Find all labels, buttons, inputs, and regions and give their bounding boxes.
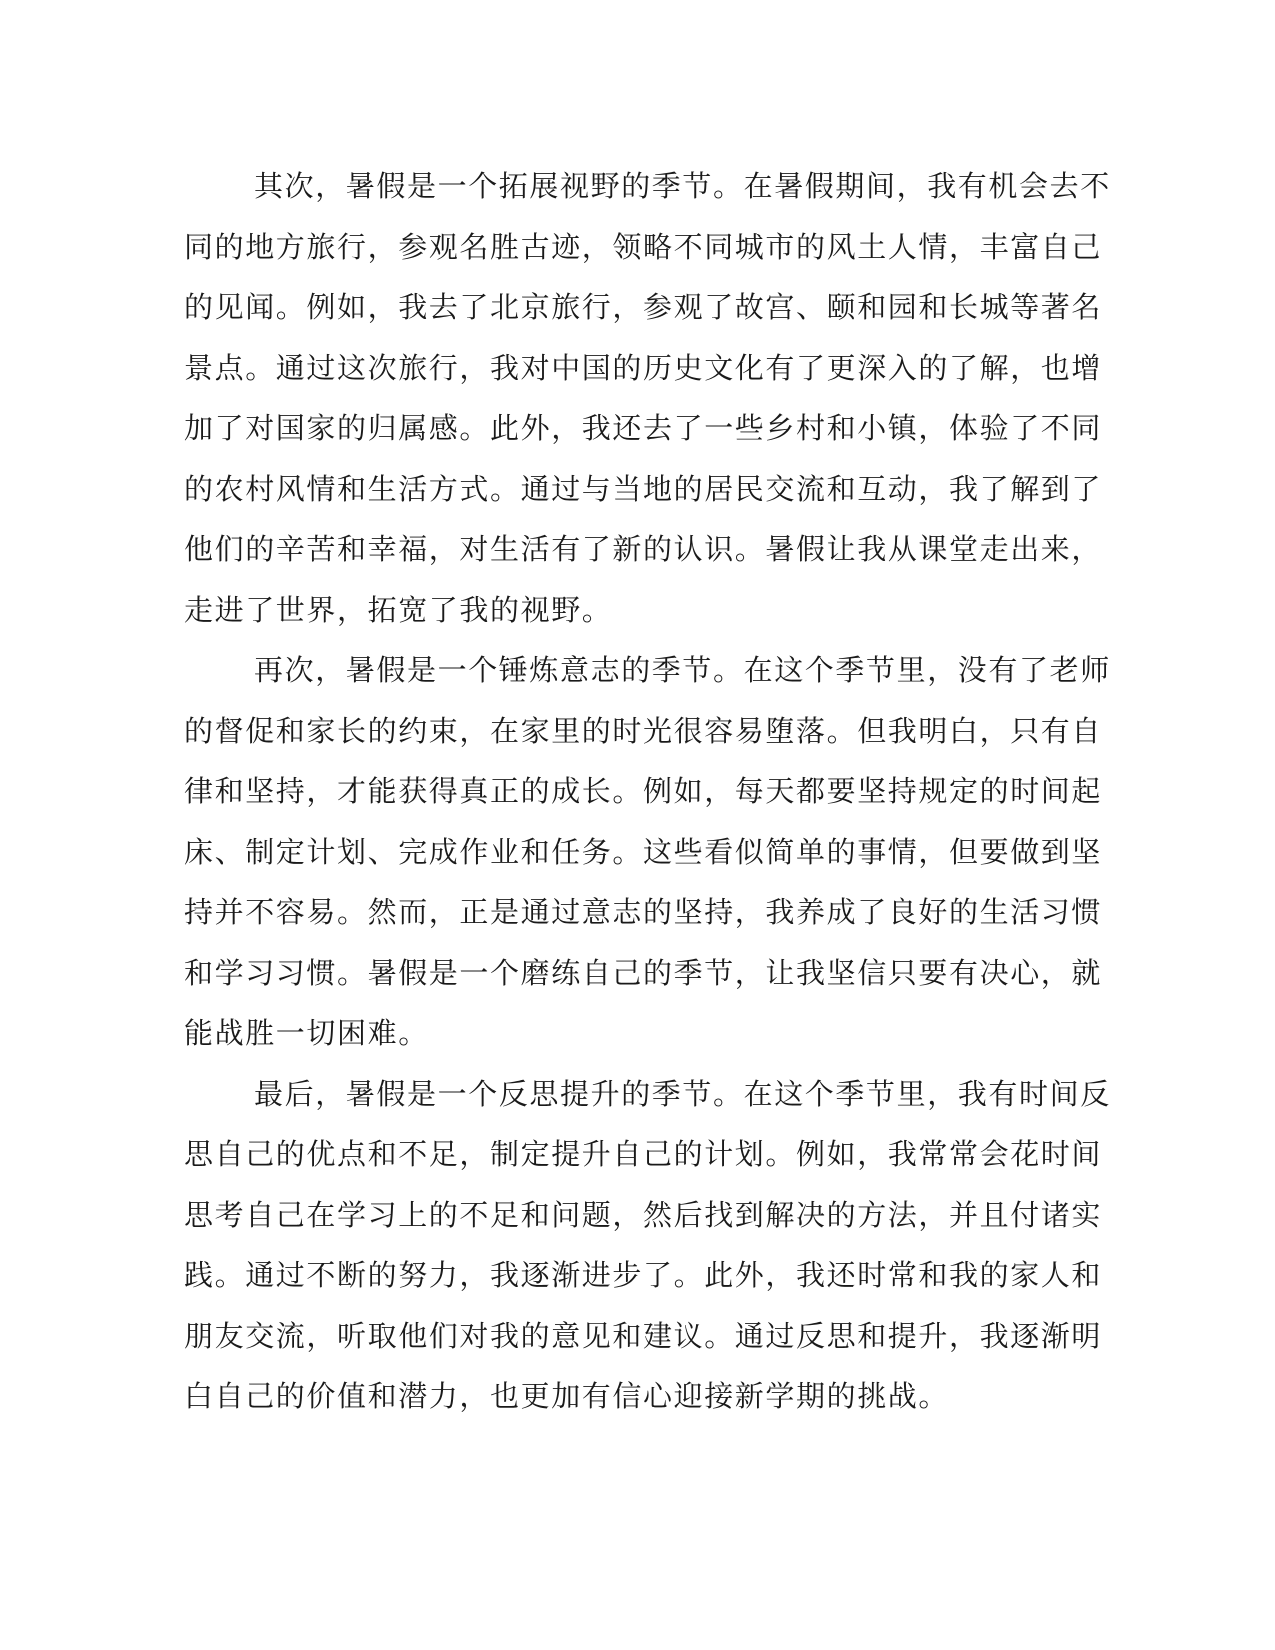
paragraph-temper-will [184, 640, 1111, 1064]
paragraph-line: 加了对国家的归属感。此外，我还去了一些乡村和小镇，体验了不同 [184, 411, 1103, 445]
paragraph-line: 律和坚持，才能获得真正的成长。例如，每天都要坚持规定的时间起 [184, 774, 1103, 808]
paragraph-line: 和学习习惯。暑假是一个磨练自己的季节，让我坚信只要有决心，就 [184, 955, 1103, 990]
paragraph-line: 思考自己在学习上的不足和问题，然后找到解决的方法，并且付诸实 [184, 1197, 1103, 1232]
paragraph-line: 朋友交流，听取他们对我的意见和建议。通过反思和提升，我逐渐明 [184, 1318, 1103, 1353]
paragraph-line: 最后，暑假是一个反思提升的季节。在这个季节里，我有时间反 [254, 1076, 1111, 1111]
paragraph-line: 他们的辛苦和幸福，对生活有了新的认识。暑假让我从课堂走出来， [184, 532, 1103, 566]
paragraph-line: 其次，暑假是一个拓展视野的季节。在暑假期间，我有机会去不 [254, 169, 1111, 203]
paragraph-line: 的见闻。例如，我去了北京旅行，参观了故宫、颐和园和长城等著名 [184, 290, 1103, 324]
paragraph-line: 再次，暑假是一个锤炼意志的季节。在这个季节里，没有了老师 [254, 653, 1111, 687]
paragraph-line: 床、制定计划、完成作业和任务。这些看似简单的事情，但要做到坚 [184, 834, 1103, 869]
paragraph-line: 践。通过不断的努力，我逐渐进步了。此外，我还时常和我的家人和 [184, 1258, 1103, 1292]
paragraph-line: 白自己的价值和潜力，也更加有信心迎接新学期的挑战。 [184, 1379, 950, 1413]
paragraph-line: 能战胜一切困难。 [184, 1016, 429, 1050]
paragraph-reflect-improve [184, 1064, 1111, 1427]
paragraph-broaden-horizons [184, 156, 1111, 640]
paragraph-line: 同的地方旅行，参观名胜古迹，领略不同城市的风土人情，丰富自己 [184, 229, 1103, 264]
paragraph-line: 思自己的优点和不足，制定提升自己的计划。例如，我常常会花时间 [184, 1137, 1103, 1171]
paragraph-line: 的农村风情和生活方式。通过与当地的居民交流和互动，我了解到了 [184, 471, 1103, 506]
paragraph-line: 走进了世界，拓宽了我的视野。 [184, 592, 613, 627]
paragraph-line: 持并不容易。然而，正是通过意志的坚持，我养成了良好的生活习惯 [184, 895, 1103, 929]
paragraph-line: 的督促和家长的约束，在家里的时光很容易堕落。但我明白，只有自 [184, 713, 1103, 748]
document-body [184, 156, 1111, 1427]
paragraph-line: 景点。通过这次旅行，我对中国的历史文化有了更深入的了解，也增 [184, 350, 1103, 385]
